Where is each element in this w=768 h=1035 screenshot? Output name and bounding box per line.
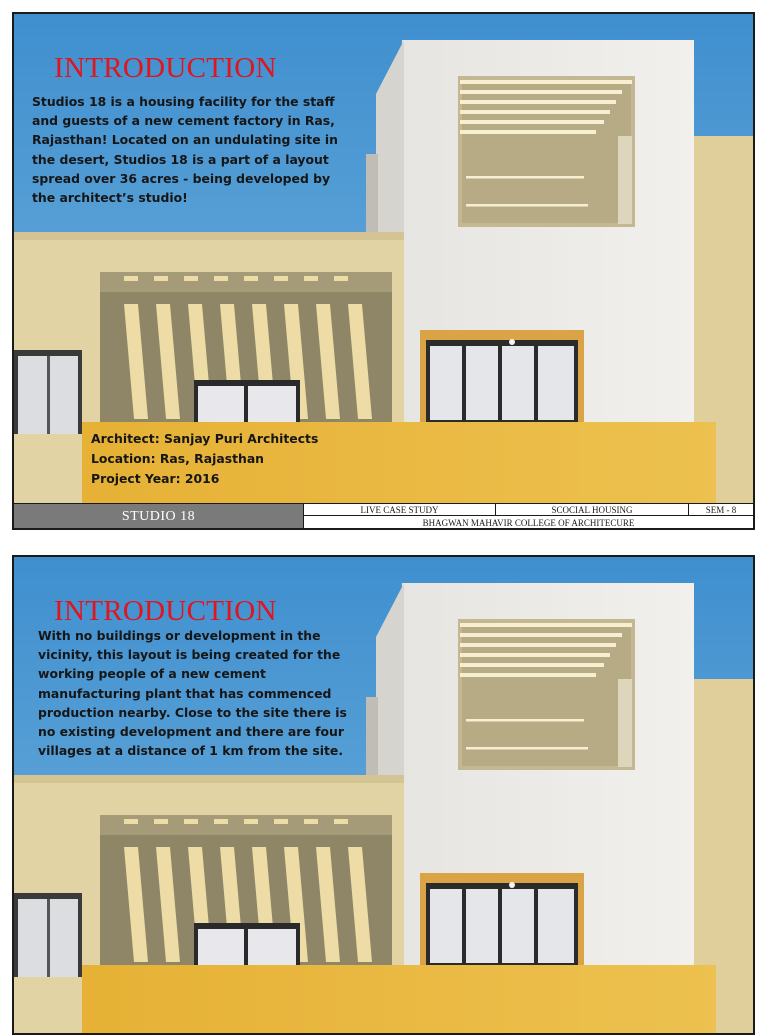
project-info [91, 429, 318, 489]
architect-line: Architect: Sanjay Puri Architects [91, 431, 319, 446]
slide-footer [14, 503, 753, 529]
slide-title: INTRODUCTION [54, 595, 277, 627]
intro-paragraph: Studios 18 is a housing facility for the staff and guests of a new cement factory in Ras, Rajasthan! Located on an undulating site in the desert, Studios 18 is a part of a layout spread over 36 acres - being developed by the architect’s studio! [32, 94, 338, 206]
slide-1 [12, 12, 755, 530]
footer-topic: SCOCIAL HOUSING [496, 504, 689, 516]
footer-case-study: LIVE CASE STUDY [303, 504, 496, 516]
footer-college: BHAGWAN MAHAVIR COLLEGE OF ARCHITECURE [303, 516, 753, 529]
footer-studio-name: STUDIO 18 [14, 504, 303, 529]
project-year-line: Project Year: 2016 [91, 471, 220, 486]
intro-paragraph: With no buildings or development in the vicinity, this layout is being created for the working people of a new cement manufacturing plant that has commenced production nearby. Close to the site there is no existing development and there are four villages at a distance of 1 km from the site. [38, 628, 347, 759]
slide-2 [12, 555, 755, 1035]
location-line: Location: Ras, Rajasthan [91, 451, 264, 466]
slide-title: INTRODUCTION [54, 52, 277, 84]
footer-semester: SEM - 8 [689, 504, 753, 516]
